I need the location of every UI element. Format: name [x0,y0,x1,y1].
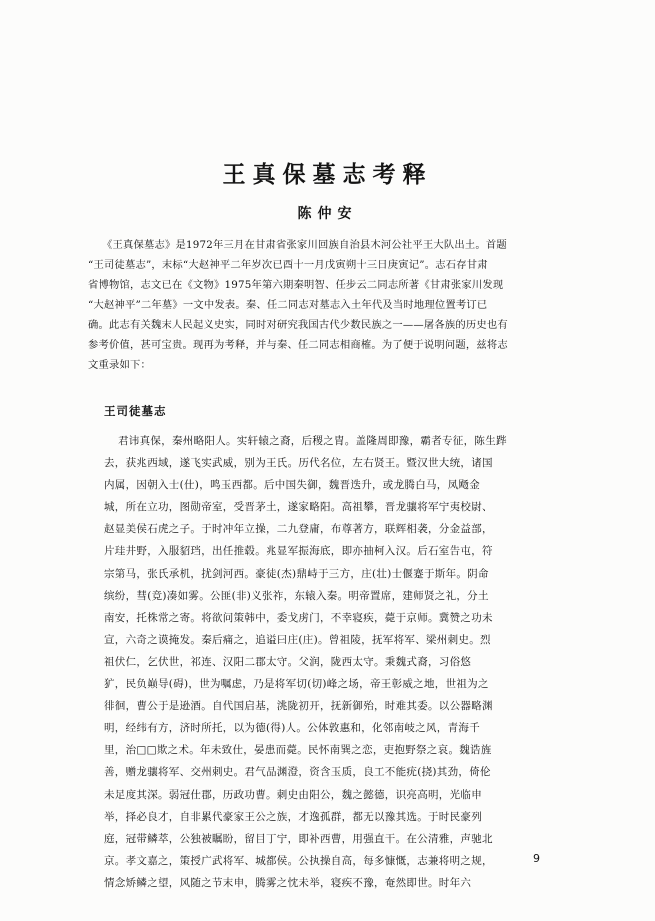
body-line: 南安，托株常之寄。将欲问策韩中，委戈虏门，不幸寝疾，薨于京师。冀赞之功未 [104,611,493,624]
body-line: 京。孝文嘉之，策授广武将军、城都侯。公执操自高，每多慷慨，志兼将明之规， [104,854,493,867]
body-line: 宗第马，张氏承机，扰剑河西。豪徒(杰)鼎峙于三方，庄(壮)士偃蹇于斯年。阴命 [104,567,489,580]
article-title: 王真保墓志考释 [222,161,433,188]
body-line: 君讳真保，秦州略阳人。实轩辕之裔，后稷之胄。盖隆周即豫，霸者专征，陈生跸 [118,435,507,447]
body-line: 明，经纬有方，济时所托，以为德(得)人。公体敦惠和，化邻南岐之风，青海千 [104,722,480,735]
intro-line: 省博物馆，志文已在《文物》1975年第六期秦明智、任步云二同志所著《甘肃张家川发现 [88,279,504,291]
body-line: 举，择必良才，自非累代豪家王公之族，才逸孤群，都无以豫其选。于时民豪列 [104,810,482,823]
body-line: 犷，民负巅导(碍)，世为嘱虑，乃是将军切(切)峰之场，帝王彰威之地，世祖为之 [104,678,489,691]
body-line: 去，获兆西域，遂飞实武威，别为王氏。历代名位，左右贤王。暨汉世大统，诸国 [104,457,493,470]
body-line: 缤纷，彗(竞)凑如雾。公匪(非)义张祚，东辕入秦。明帝置席，建师贤之礼，分土 [104,589,489,602]
body-line: 宣，六奇之谟掩发。秦后痛之，追谥曰庄(庄)。曾祖陵，抚军将军、梁州刺史。烈 [104,633,491,646]
intro-line: “王司徒墓志”，末标“大赵神平二年岁次已酉十一月戊寅朔十三日庚寅记”。志石存甘肃 [88,259,488,271]
intro-line: “大赵神平”二年墓》一文中发表。秦、任二同志对墓志入土年代及当时地理位置考订已 [88,299,488,311]
page-number: 9 [533,852,540,865]
body-line: 祖伏仁，乞伏世，祁连、汉阳二郡太守。父润，陇西太守。秉魏式裔，习俗悠 [104,655,472,668]
intro-line: 文重录如下： [88,359,151,371]
intro-line: 确。此志有关魏末人民起义史实，同时对研究我国古代少数民族之一——屠各族的历史也有 [88,319,508,331]
body-line: 情念矫鳞之望，风随之节末申，腾雾之忱未举，寝疾不豫，奄然即世。时年六 [104,876,472,889]
section-heading: 王司徒墓志 [104,404,167,418]
body-line: 里，治□□欺之术。年未致仕，晏患而薨。民怀南巽之恋，吏抱野祭之哀。魏诰旌 [104,744,492,757]
body-line: 内属，因朝入士(仕)，鸣玉西都。后中国失御，魏晋迭升，或龙腾白马，凤飏金 [104,479,480,492]
body-line: 善，赠龙骧将军、交州刺史。君气品渊澄，资含玉质，良工不能疣(挠)其劲，倚伦 [104,766,491,779]
body-line: 未足度其深。弱冠仕郡，历政功曹。刺史由阳公，魏之懿德，识亮高明，光临申 [104,788,482,801]
intro-line: 《王真保墓志》是1972年三月在甘肃省张家川回族自治县木河公社平王大队出土。首题 [102,239,507,251]
body-line: 徘徊，曹公于是逊酒。自代国启基，洮陇初开，抚新御殆，时难其委。以公器略渊 [104,700,493,713]
body-line: 赵显美侯石虎之子。于时冲年立操，二九登庸，布尊著方，联辉相袭，分金益部， [104,523,493,536]
body-line: 庭，冠带鳞萃，公独被瞩盼，留目丁宁，即补西曹，用强直干。在公清雅，声驰北 [104,832,493,845]
body-line: 城，所在立功，图勋帝室，受晋茅土，遂家略阳。高祖攀，晋龙骧将军宁夷校尉、 [104,501,493,514]
intro-line: 参考价值，甚可宝贵。现再为考释，并与秦、任二同志相商榷。为了便于说明问题，兹将志 [88,339,508,351]
epitaph-text [104,430,586,894]
body-line: 片珪井野，入服貂珰，出任推毂。兆显军振海底，即亦抽柯入汉。后石室告屯，符 [104,545,493,558]
intro-paragraph [88,235,590,375]
author-name: 陈仲安 [297,206,358,222]
